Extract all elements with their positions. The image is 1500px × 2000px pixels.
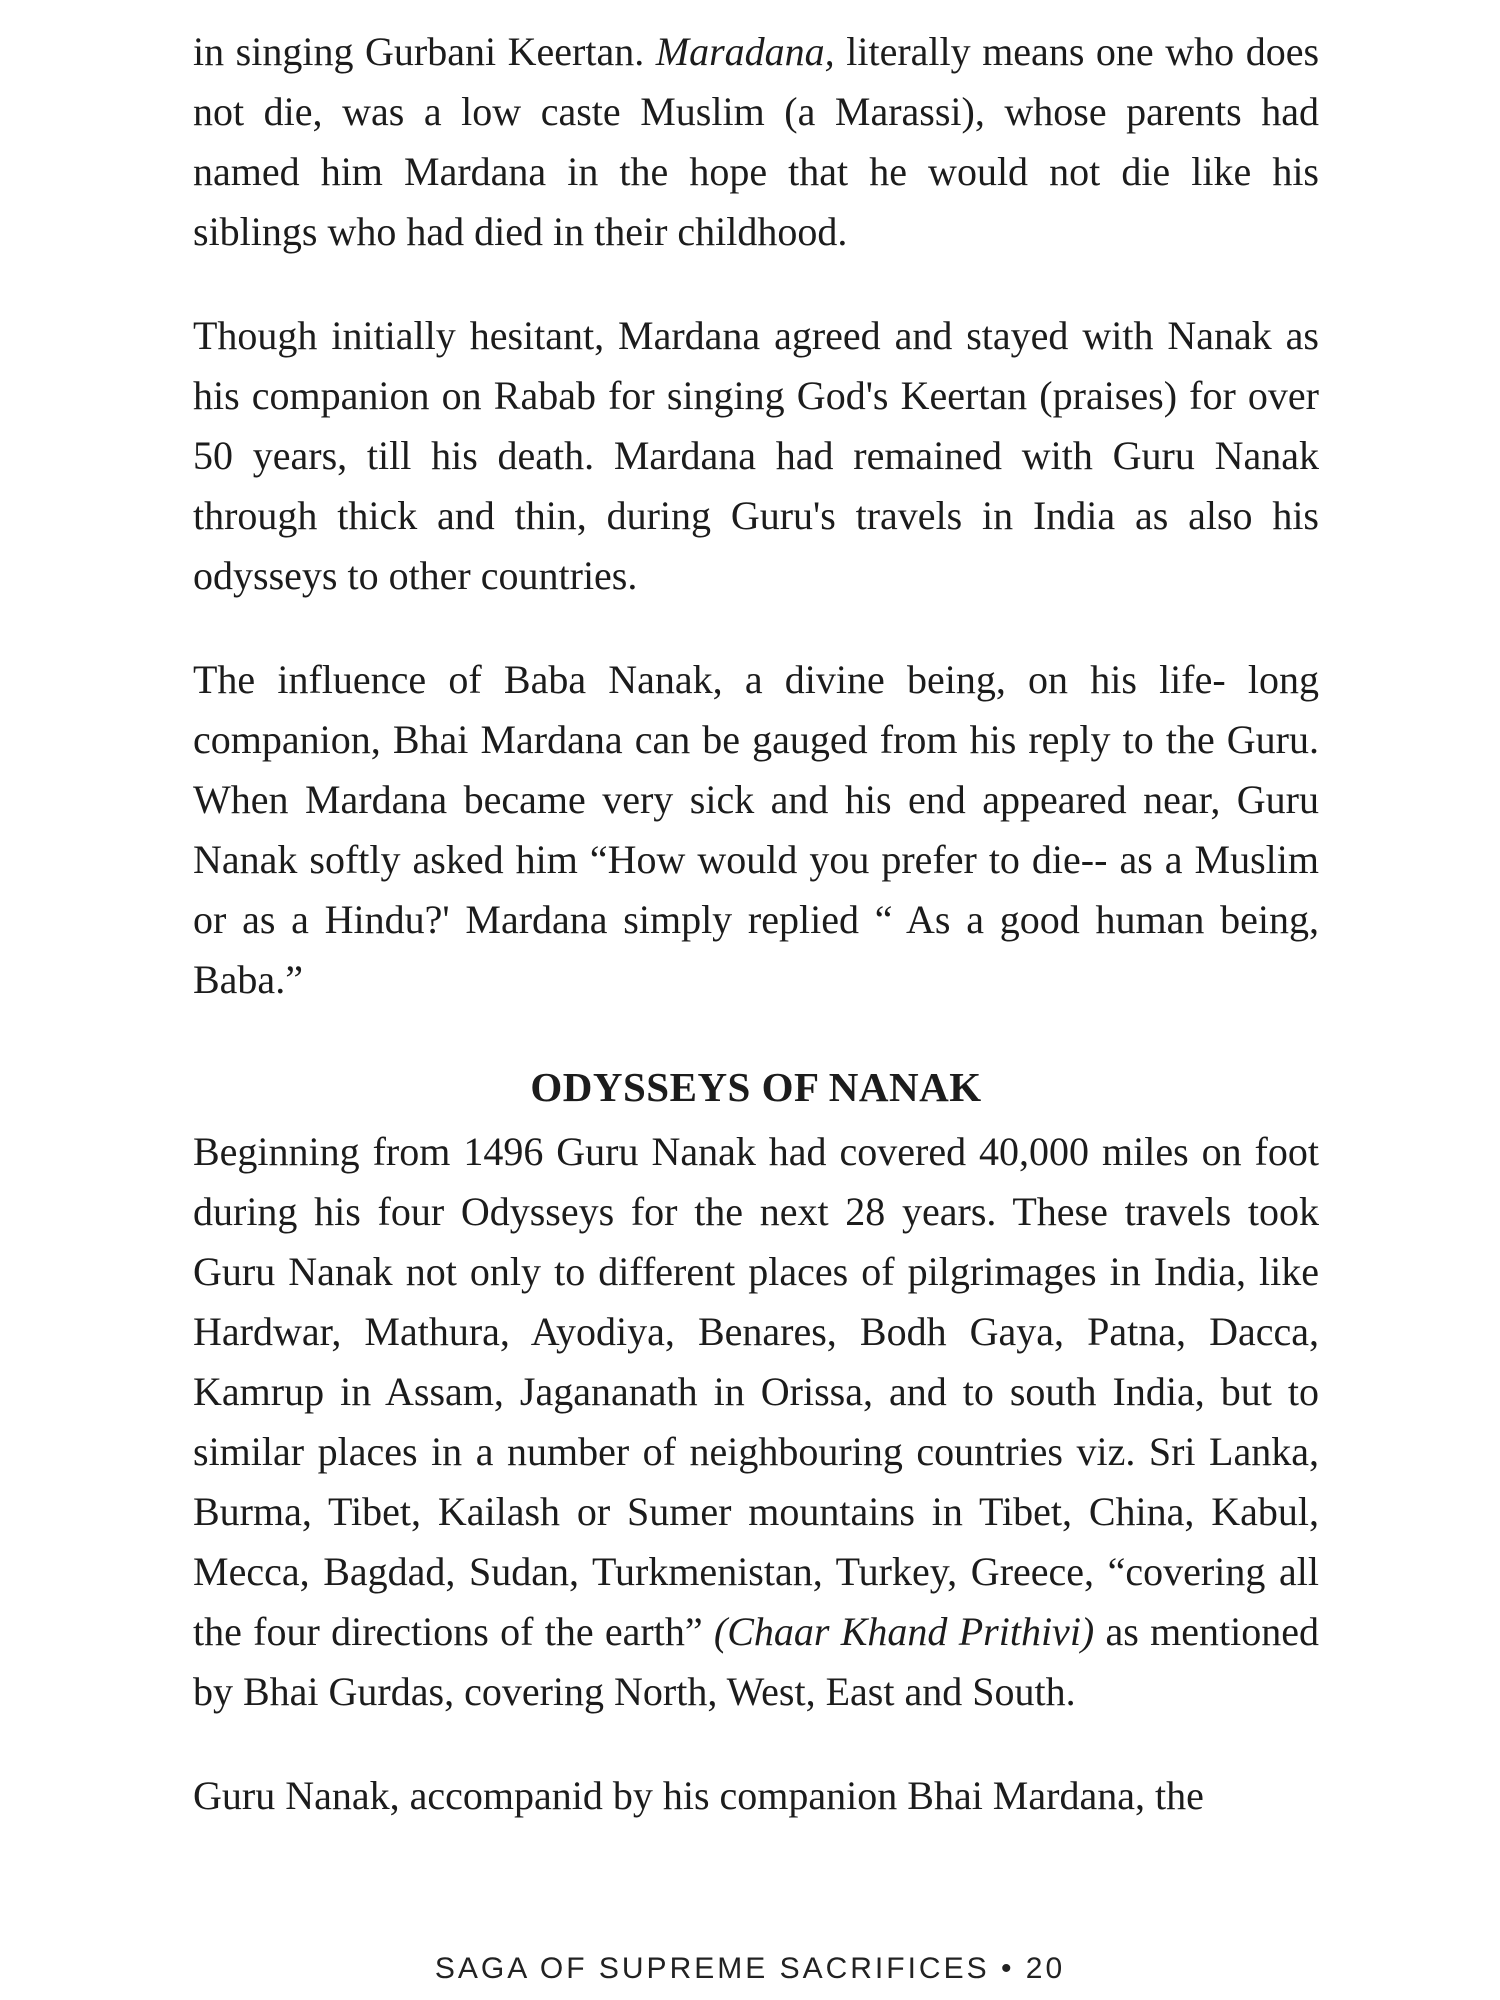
paragraph-influence: The influence of Baba Nanak, a divine being, on his life- long companion, Bhai Mardana can be gauged from his reply to the Guru. When Mardana became very sick and his end appeared near, Guru Nanak softly asked him “How would you prefer to die-- as a Muslim or as a Hindu?' Mardana simply replied “ As a good human being, Baba.” xyxy=(193,657,1319,1002)
section-heading: ODYSSEYS OF NANAK xyxy=(530,1064,982,1110)
italic-term: (Chaar Khand Prithivi) xyxy=(713,1609,1095,1654)
italic-term: Maradana, xyxy=(655,29,835,74)
page-footer: SAGA OF SUPREME SACRIFICES • 20 xyxy=(434,1952,1066,1985)
paragraph-mardana-intro xyxy=(193,22,1319,262)
page-body xyxy=(193,22,1319,1826)
paragraph-text: Beginning from 1496 Guru Nanak had covered 40,000 miles on foot during his four Odysseys for the next 28 years. These travels took Guru Nanak not only to different places of pilgrimages in India, like Hardwar, Mathura, Ayodiya, Benares, Bodh Gaya, Patna, Dacca, Kamrup in Assam, Jagananath in Orissa, and to south India, but to similar places in a number of neighbouring countries viz. Sri Lanka, Burma, Tibet, Kailash or Sumer mountains in Tibet, China, Kabul, Mecca, Bagdad, Sudan, Turkmenistan, Turkey, Greece, “covering all the four directions of the earth” xyxy=(193,1129,1319,1654)
paragraph-accompanied: Guru Nanak, accompanid by his companion Bhai Mardana, the xyxy=(193,1773,1204,1818)
paragraph-text: as mentioned by Bhai Gurdas, covering North, West, East and South. xyxy=(193,1609,1320,1714)
paragraph-odysseys xyxy=(193,1122,1319,1722)
paragraph-companion: Though initially hesitant, Mardana agreed and stayed with Nanak as his companion on Rabab for singing God's Keertan (praises) for over 50 years, till his death. Mardana had remained with Guru Nanak through thick and thin, during Guru's travels in India as also his odysseys to other countries. xyxy=(193,313,1319,598)
paragraph-text: in singing Gurbani Keertan. xyxy=(193,29,656,74)
paragraph-text: literally means one who does not die, was a low caste Muslim (a Marassi), whose parents had named him Mardana in the hope that he would not die like his siblings who had died in their childhood. xyxy=(193,29,1320,254)
